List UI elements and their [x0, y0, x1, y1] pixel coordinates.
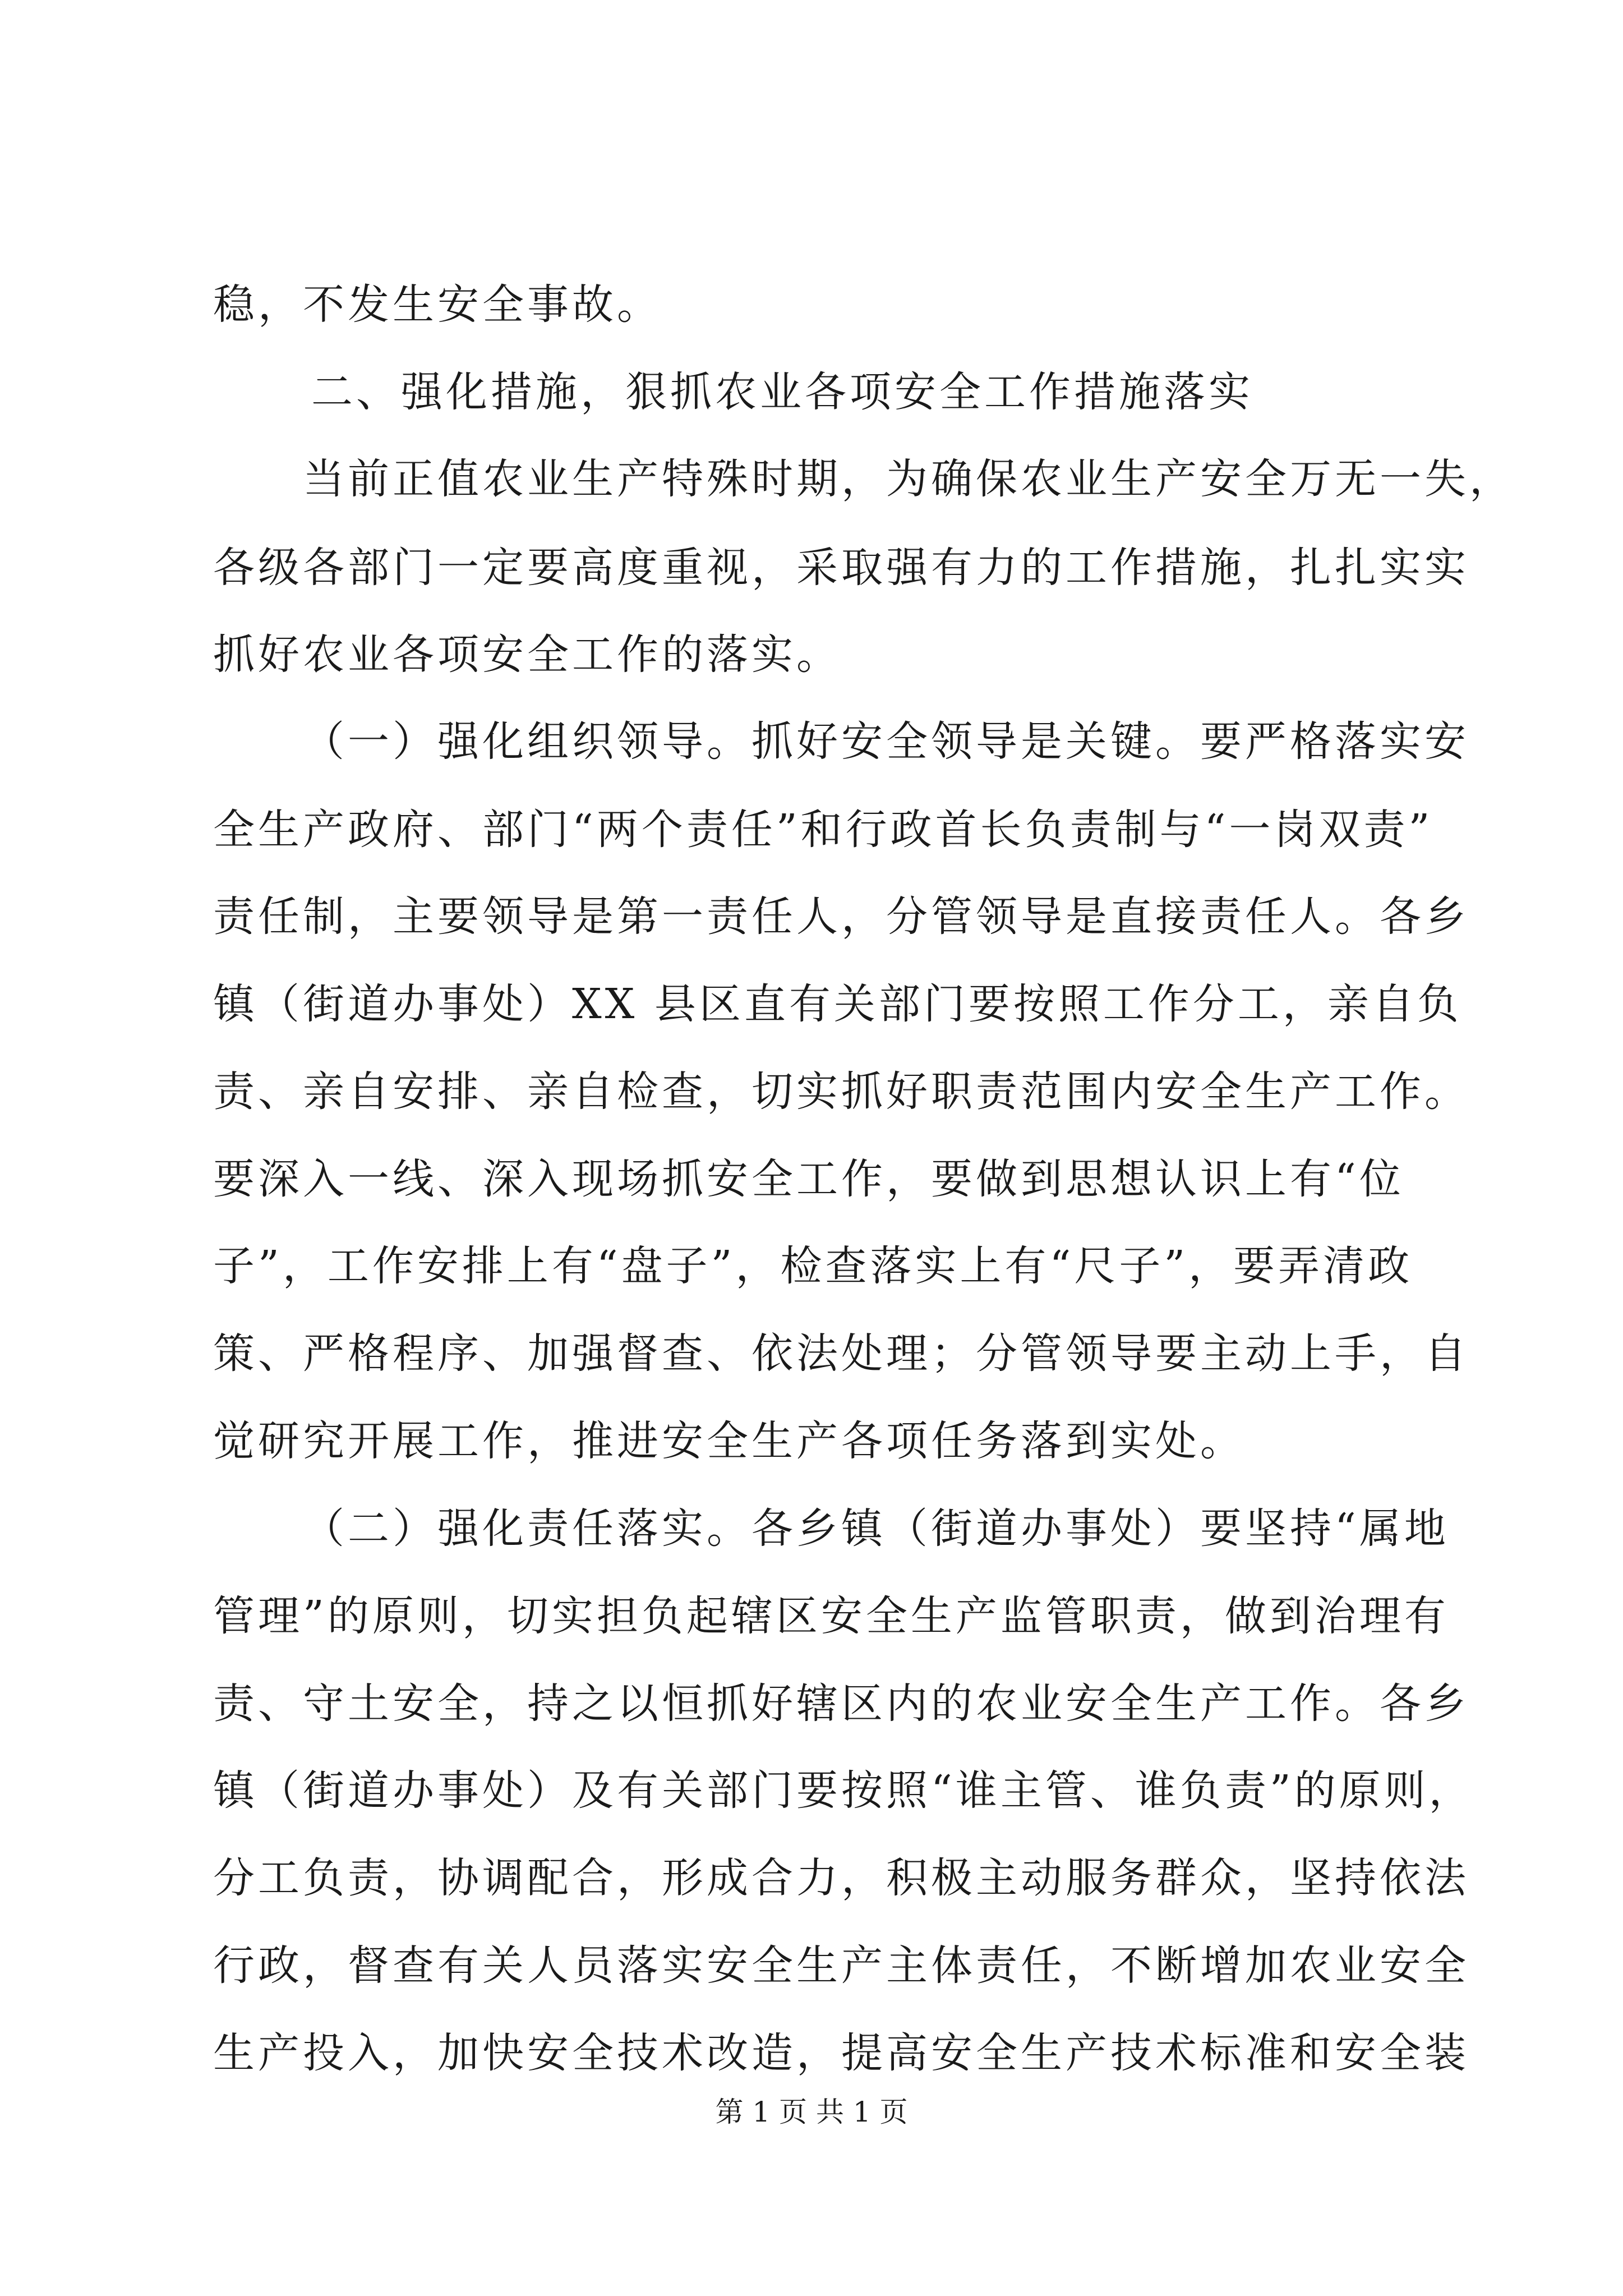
text-line: 策、严格程序、加强督查、依法处理；分管领导要主动上手，自	[213, 1329, 1469, 1378]
text-line: 责、守土安全，持之以恒抓好辖区内的农业安全生产工作。各乡	[213, 1680, 1469, 1728]
text-line: 抓好农业各项安全工作的落实。	[213, 631, 841, 679]
text-line: 稳，不发生安全事故。	[213, 280, 662, 329]
page-number-footer: 第 1 页 共 1 页	[715, 2096, 908, 2128]
text-line: 镇（街道办事处）及有关部门要按照“谁主管、谁负责”的原则，	[213, 1766, 1474, 1815]
text-line: 管理”的原则，切实担负起辖区安全生产监管职责，做到治理有	[213, 1592, 1449, 1640]
text-line: 责、亲自安排、亲自检查，切实抓好职责范围内安全生产工作。	[213, 1068, 1469, 1116]
text-line: 生产投入，加快安全技术改造，提高安全生产技术标准和安全装	[213, 2029, 1469, 2077]
paragraph-first-line: 当前正值农业生产特殊时期，为确保农业生产安全万无一失，	[303, 455, 1514, 503]
text-line: 责任制，主要领导是第一责任人，分管领导是直接责任人。各乡	[213, 892, 1469, 941]
text-line: 要深入一线、深入现场抓安全工作，要做到思想认识上有“位	[213, 1155, 1404, 1203]
text-line: 镇（街道办事处）XX 县区直有关部门要按照工作分工，亲自负	[213, 980, 1462, 1028]
text-line: 行政，督查有关人员落实安全生产主体责任，不断增加农业安全	[213, 1941, 1469, 1990]
text-line: 全生产政府、部门“两个责任”和行政首长负责制与“一岗双责”	[213, 806, 1433, 854]
text-line: 分工负责，协调配合，形成合力，积极主动服务群众，坚持依法	[213, 1854, 1469, 1902]
text-line: 觉研究开展工作，推进安全生产各项任务落到实处。	[213, 1417, 1245, 1465]
paragraph-first-line: （一）强化组织领导。抓好安全领导是关键。要严格落实安	[303, 717, 1469, 766]
text-line: 子”，工作安排上有“盘子”，检查落实上有“尺子”，要弄清政	[213, 1242, 1413, 1290]
paragraph-first-line: （二）强化责任落实。各乡镇（街道办事处）要坚持“属地	[303, 1504, 1449, 1553]
text-line: 各级各部门一定要高度重视，采取强有力的工作措施，扎扎实实	[213, 544, 1469, 592]
section-heading: 二、强化措施，狠抓农业各项安全工作措施落实	[311, 368, 1253, 416]
